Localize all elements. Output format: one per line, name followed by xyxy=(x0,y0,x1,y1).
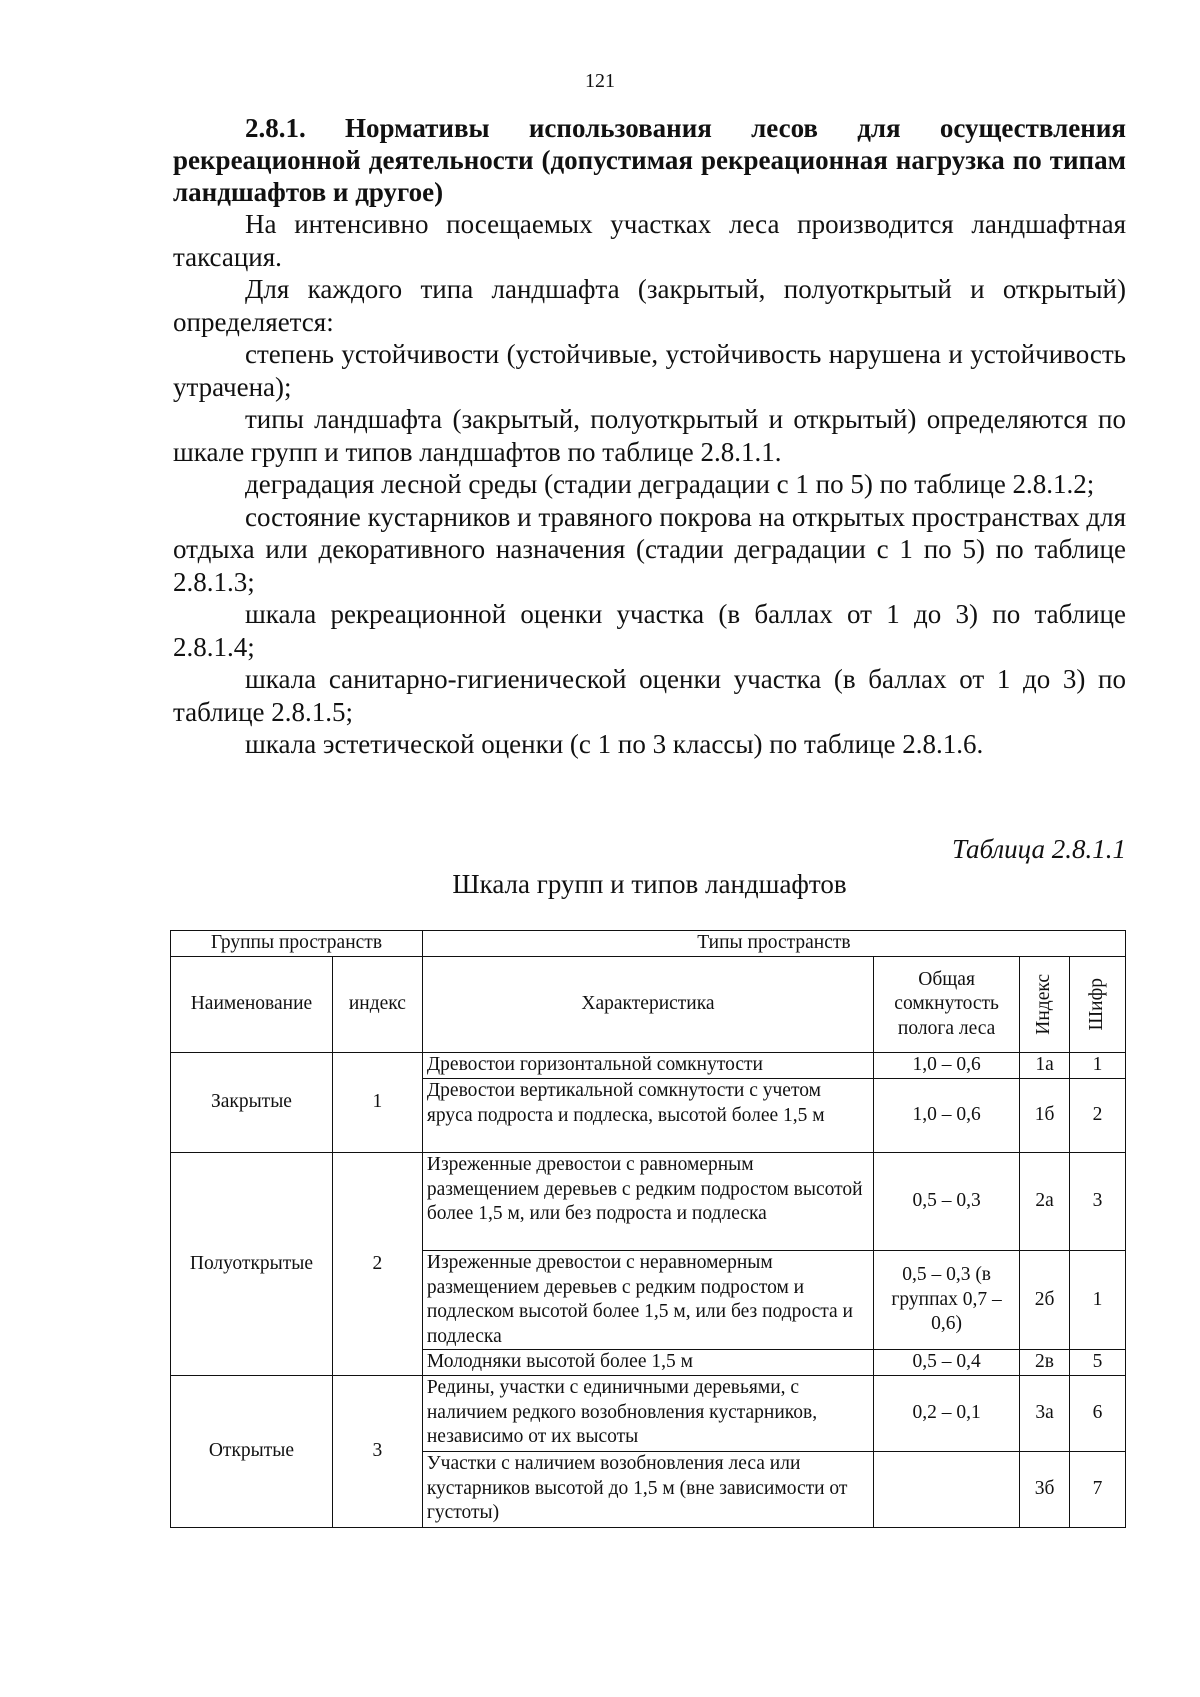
paragraph: степень устойчивости (устойчивые, устойчивость нарушена и устойчивость утрачена); xyxy=(173,339,1126,402)
table-row xyxy=(171,1053,1126,1079)
group-index: 1 xyxy=(332,1053,422,1153)
code-cell: 6 xyxy=(1070,1376,1126,1452)
column-header-characteristic: Характеристика xyxy=(422,957,873,1053)
group-header: Группы пространств xyxy=(171,931,423,957)
paragraph: деградация лесной среды (стадии деградации с 1 по 5) по таблице 2.8.1.2; xyxy=(245,469,1095,499)
table-title: Шкала групп и типов ландшафтов xyxy=(452,869,847,899)
density-cell: 1,0 – 0,6 xyxy=(874,1053,1020,1079)
density-cell xyxy=(874,1452,1020,1528)
index-cell: 2а xyxy=(1020,1153,1070,1251)
density-cell: 1,0 – 0,6 xyxy=(874,1079,1020,1153)
group-name: Открытые xyxy=(171,1376,333,1528)
density-cell: 0,5 – 0,3 (в группах 0,7 – 0,6) xyxy=(874,1251,1020,1350)
code-header-text: Шифр xyxy=(1086,978,1108,1031)
group-index: 2 xyxy=(332,1153,422,1376)
index-cell: 2б xyxy=(1020,1251,1070,1350)
characteristic-cell: Древостои горизонтальной сомкнутости xyxy=(422,1053,873,1079)
page-number: 121 xyxy=(585,70,615,92)
group-name: Закрытые xyxy=(171,1053,333,1153)
paragraph: На интенсивно посещаемых участках леса производится ландшафтная таксация. xyxy=(173,209,1126,272)
paragraph: шкала эстетической оценки (с 1 по 3 классы) по таблице 2.8.1.6. xyxy=(245,729,984,759)
index-cell: 3б xyxy=(1020,1452,1070,1528)
page-content xyxy=(173,112,1126,899)
column-header-density: Общая сомкнутость полога леса xyxy=(874,957,1020,1053)
table-reference: Таблица 2.8.1.1 xyxy=(951,834,1126,864)
density-cell: 0,2 – 0,1 xyxy=(874,1376,1020,1452)
table-row xyxy=(171,1153,1126,1251)
paragraph: состояние кустарников и травяного покрова на открытых пространствах для отдыха или декоративного назначения (стадии деградации с 1 по 5) по таблице 2.8.1.3; xyxy=(173,501,1126,597)
group-index: 3 xyxy=(332,1376,422,1528)
paragraph: Для каждого типа ландшафта (закрытый, полуоткрытый и открытый) определяется: xyxy=(173,274,1126,337)
code-cell: 1 xyxy=(1070,1053,1126,1079)
code-cell: 3 xyxy=(1070,1153,1126,1251)
column-header-code xyxy=(1070,957,1126,1053)
column-header-name: Наименование xyxy=(171,957,333,1053)
index-cell: 1б xyxy=(1020,1079,1070,1153)
paragraph: шкала рекреационной оценки участка (в баллах от 1 до 3) по таблице 2.8.1.4; xyxy=(173,599,1126,662)
table-row xyxy=(171,1376,1126,1452)
index-header-text: Индекс xyxy=(1033,974,1055,1035)
index-cell: 2в xyxy=(1020,1350,1070,1376)
density-cell: 0,5 – 0,4 xyxy=(874,1350,1020,1376)
column-header-group-index: индекс xyxy=(332,957,422,1053)
group-name: Полуоткрытые xyxy=(171,1153,333,1376)
characteristic-cell: Древостои вертикальной сомкнутости с учетом яруса подроста и подлеска, высотой более 1,5 м xyxy=(422,1079,873,1153)
code-cell: 5 xyxy=(1070,1350,1126,1376)
index-cell: 3а xyxy=(1020,1376,1070,1452)
code-cell: 2 xyxy=(1070,1079,1126,1153)
types-header: Типы пространств xyxy=(422,931,1125,957)
paragraph: типы ландшафта (закрытый, полуоткрытый и открытый) определяются по шкале групп и типов ландшафтов по таблице 2.8.1.1. xyxy=(173,404,1126,467)
code-cell: 1 xyxy=(1070,1251,1126,1350)
section-heading: 2.8.1. Нормативы использования лесов для осуществления рекреационной деятельности (допустимая рекреационная нагрузка по типам ландшафтов и другое) xyxy=(173,113,1126,207)
landscape-types-table xyxy=(170,930,1126,1528)
column-header-index xyxy=(1020,957,1070,1053)
paragraph: шкала санитарно-гигиенической оценки участка (в баллах от 1 до 3) по таблице 2.8.1.5; xyxy=(173,664,1126,727)
characteristic-cell: Изреженные древостои с равномерным размещением деревьев с редким подростом высотой более 1,5 м, или без подроста и подлеска xyxy=(422,1153,873,1251)
characteristic-cell: Участки с наличием возобновления леса или кустарников высотой до 1,5 м (вне зависимости от густоты) xyxy=(422,1452,873,1528)
density-cell: 0,5 – 0,3 xyxy=(874,1153,1020,1251)
characteristic-cell: Молодняки высотой более 1,5 м xyxy=(422,1350,873,1376)
characteristic-cell: Изреженные древостои с неравномерным размещением деревьев с редким подростом и подлеском высотой более 1,5 м, или без подроста и подлеска xyxy=(422,1251,873,1350)
characteristic-cell: Редины, участки с единичными деревьями, с наличием редкого возобновления кустарников, независимо от их высоты xyxy=(422,1376,873,1452)
code-cell: 7 xyxy=(1070,1452,1126,1528)
index-cell: 1а xyxy=(1020,1053,1070,1079)
